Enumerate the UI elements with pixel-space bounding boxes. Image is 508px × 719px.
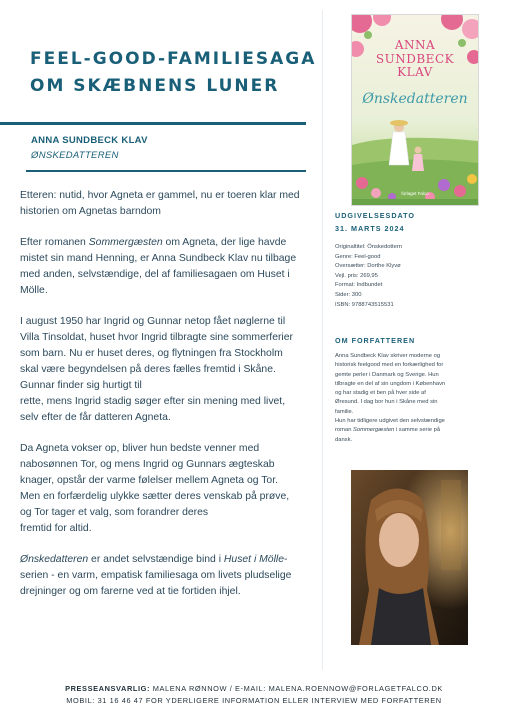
text-line: Anna Sundbeck Klav skriver moderne og bbox=[335, 353, 441, 359]
text-line: I august 1950 har Ingrid og Gunnar netop fået nøglerne til bbox=[20, 316, 286, 327]
headline-rule bbox=[0, 122, 306, 125]
cover-author-line: KLAV bbox=[397, 65, 433, 79]
text-line: og har stadig et ben på hver side af bbox=[335, 390, 426, 397]
text-segment: roman bbox=[335, 427, 354, 434]
text-line: knager, opstår der varme følelser mellem Agneta og Tor. bbox=[20, 475, 278, 486]
text-line bbox=[20, 235, 310, 251]
author-rule bbox=[26, 170, 306, 172]
text-line: familie. bbox=[335, 408, 354, 415]
text-segment: om Agneta, der lige havde bbox=[162, 237, 287, 248]
text-line: Øresund. I dag bor hun i Skåne med sin bbox=[335, 399, 438, 406]
paragraph-5 bbox=[20, 552, 310, 600]
headline bbox=[30, 46, 330, 100]
paragraph-2 bbox=[20, 235, 310, 299]
text-line: drejninger og om farerne ved at tie fortiden ihjel. bbox=[20, 586, 241, 597]
detail-format: Format: Indbundet bbox=[335, 282, 383, 289]
paragraph-4 bbox=[20, 441, 310, 537]
series-reference: Huset i Mölle bbox=[223, 554, 284, 565]
headline-line-2: OM SKÆBNENS LUNER bbox=[30, 76, 280, 96]
cover-author-line: ANNA bbox=[394, 38, 436, 52]
author-name: ANNA SUNDBECK KLAV bbox=[31, 135, 148, 146]
footer-contact: MALENA RØNNOW / E-MAIL: MALENA.ROENNOW@FORLAGETFALCO.DK bbox=[150, 684, 443, 693]
text-line: selv efter de får datteren Agneta. bbox=[20, 412, 171, 423]
text-line bbox=[335, 426, 475, 435]
text-line: Mölle. bbox=[20, 285, 48, 296]
cover-author-line: SUNDBECK bbox=[375, 51, 455, 66]
detail-isbn: ISBN: 9788743515531 bbox=[335, 301, 394, 308]
text-segment: - bbox=[283, 554, 288, 565]
release-date: 31. MARTS 2024 bbox=[335, 224, 405, 233]
paragraph-1 bbox=[20, 188, 310, 220]
press-release-body bbox=[20, 188, 310, 615]
text-line: mistet sin mand Henning, er Anna Sundbeck Klav nu tilbage bbox=[20, 253, 297, 264]
detail-translator: Oversætter: Dorthe Klyvø bbox=[335, 263, 401, 270]
text-line: Da Agneta vokser op, bliver hun bedste venner med bbox=[20, 443, 260, 454]
text-segment: er andet selvstændige bind i bbox=[88, 554, 224, 565]
text-line: Villa Tinsoldat, huset hvor Ingrid tilbragte sine sommerferier bbox=[20, 332, 293, 343]
author-photo bbox=[351, 470, 468, 645]
book-cover bbox=[351, 14, 479, 206]
text-line: Etteren: nutid, hvor Agneta er gammel, nu er toeren klar med bbox=[20, 190, 300, 201]
book-details bbox=[335, 243, 402, 310]
text-line: som barn. Nu er huset deres, og flytningen fra Stockholm bbox=[20, 348, 283, 359]
text-line: Men en forfærdelig ulykke sætter deres venskab på prøve, bbox=[20, 491, 290, 502]
footer-line-2: MOBIL: 31 16 46 47 FOR YDERLIGERE INFORMATION ELLER INTERVIEW MED FORFATTEREN bbox=[66, 696, 442, 705]
cover-title: Ønskedatteren bbox=[362, 91, 468, 107]
text-line bbox=[20, 552, 310, 568]
text-line: nabosønnen Tor, og mens Ingrid og Gunnars ægteskab bbox=[20, 459, 275, 470]
text-line: serien - en varm, empatisk familiesaga om livets pludselige bbox=[20, 570, 292, 581]
detail-pages: Sider: 300 bbox=[335, 291, 362, 298]
book-reference: Sommergæsten bbox=[353, 427, 395, 434]
paragraph-3 bbox=[20, 314, 310, 426]
text-line: skal være begyndelsen på deres fælles fremtid i Skåne. bbox=[20, 364, 276, 375]
detail-original-title: Originaltitel: Önskedottern bbox=[335, 244, 403, 250]
press-contact-footer bbox=[0, 683, 508, 707]
about-author-text bbox=[335, 352, 475, 445]
cover-publisher: forlaget Falco bbox=[401, 191, 429, 196]
text-line: tilbragte en del af sin ungdom i København bbox=[335, 380, 446, 387]
text-line: Gunnar finder sig hurtigt til bbox=[20, 380, 142, 391]
headline-line-1: FEEL-GOOD-FAMILIESAGA bbox=[30, 49, 317, 69]
text-line: dansk. bbox=[335, 436, 353, 443]
text-line: gemte perler i Danmark og Sverige. Hun bbox=[335, 371, 439, 378]
text-line: historien om Agnetas barndom bbox=[20, 206, 161, 217]
footer-label: PRESSEANSVARLIG: bbox=[65, 684, 151, 693]
book-reference: Sommergæsten bbox=[88, 237, 163, 248]
detail-price: Vejl. pris: 269,95 bbox=[335, 272, 378, 279]
cover-author bbox=[352, 39, 478, 80]
text-line: og Tor tager et valg, som forandrer deres bbox=[20, 507, 209, 518]
book-reference: Ønskedatteren bbox=[20, 554, 89, 565]
release-heading: UDGIVELSESDATO bbox=[335, 211, 416, 220]
detail-genre: Genre: Feel-good bbox=[335, 253, 381, 260]
text-segment: i samme serie på bbox=[394, 427, 441, 434]
book-title: ØNSKEDATTEREN bbox=[31, 150, 119, 161]
text-segment: Efter romanen bbox=[20, 237, 89, 248]
text-line: rette, mens Ingrid stadig søger efter sin mening med livet, bbox=[20, 396, 286, 407]
about-author-heading: OM FORFATTEREN bbox=[335, 336, 416, 345]
text-line: med anden, selvstændige, del af familiesagaen om Huset i bbox=[20, 269, 290, 280]
sidebar-divider bbox=[322, 10, 323, 670]
text-line: historisk feelgood med en forkærlighed for bbox=[335, 362, 444, 369]
text-line: Hun har tidligere udgivet den selvstændige bbox=[335, 418, 445, 425]
footer-line-1 bbox=[0, 683, 508, 695]
text-line: fremtid for altid. bbox=[20, 523, 92, 534]
